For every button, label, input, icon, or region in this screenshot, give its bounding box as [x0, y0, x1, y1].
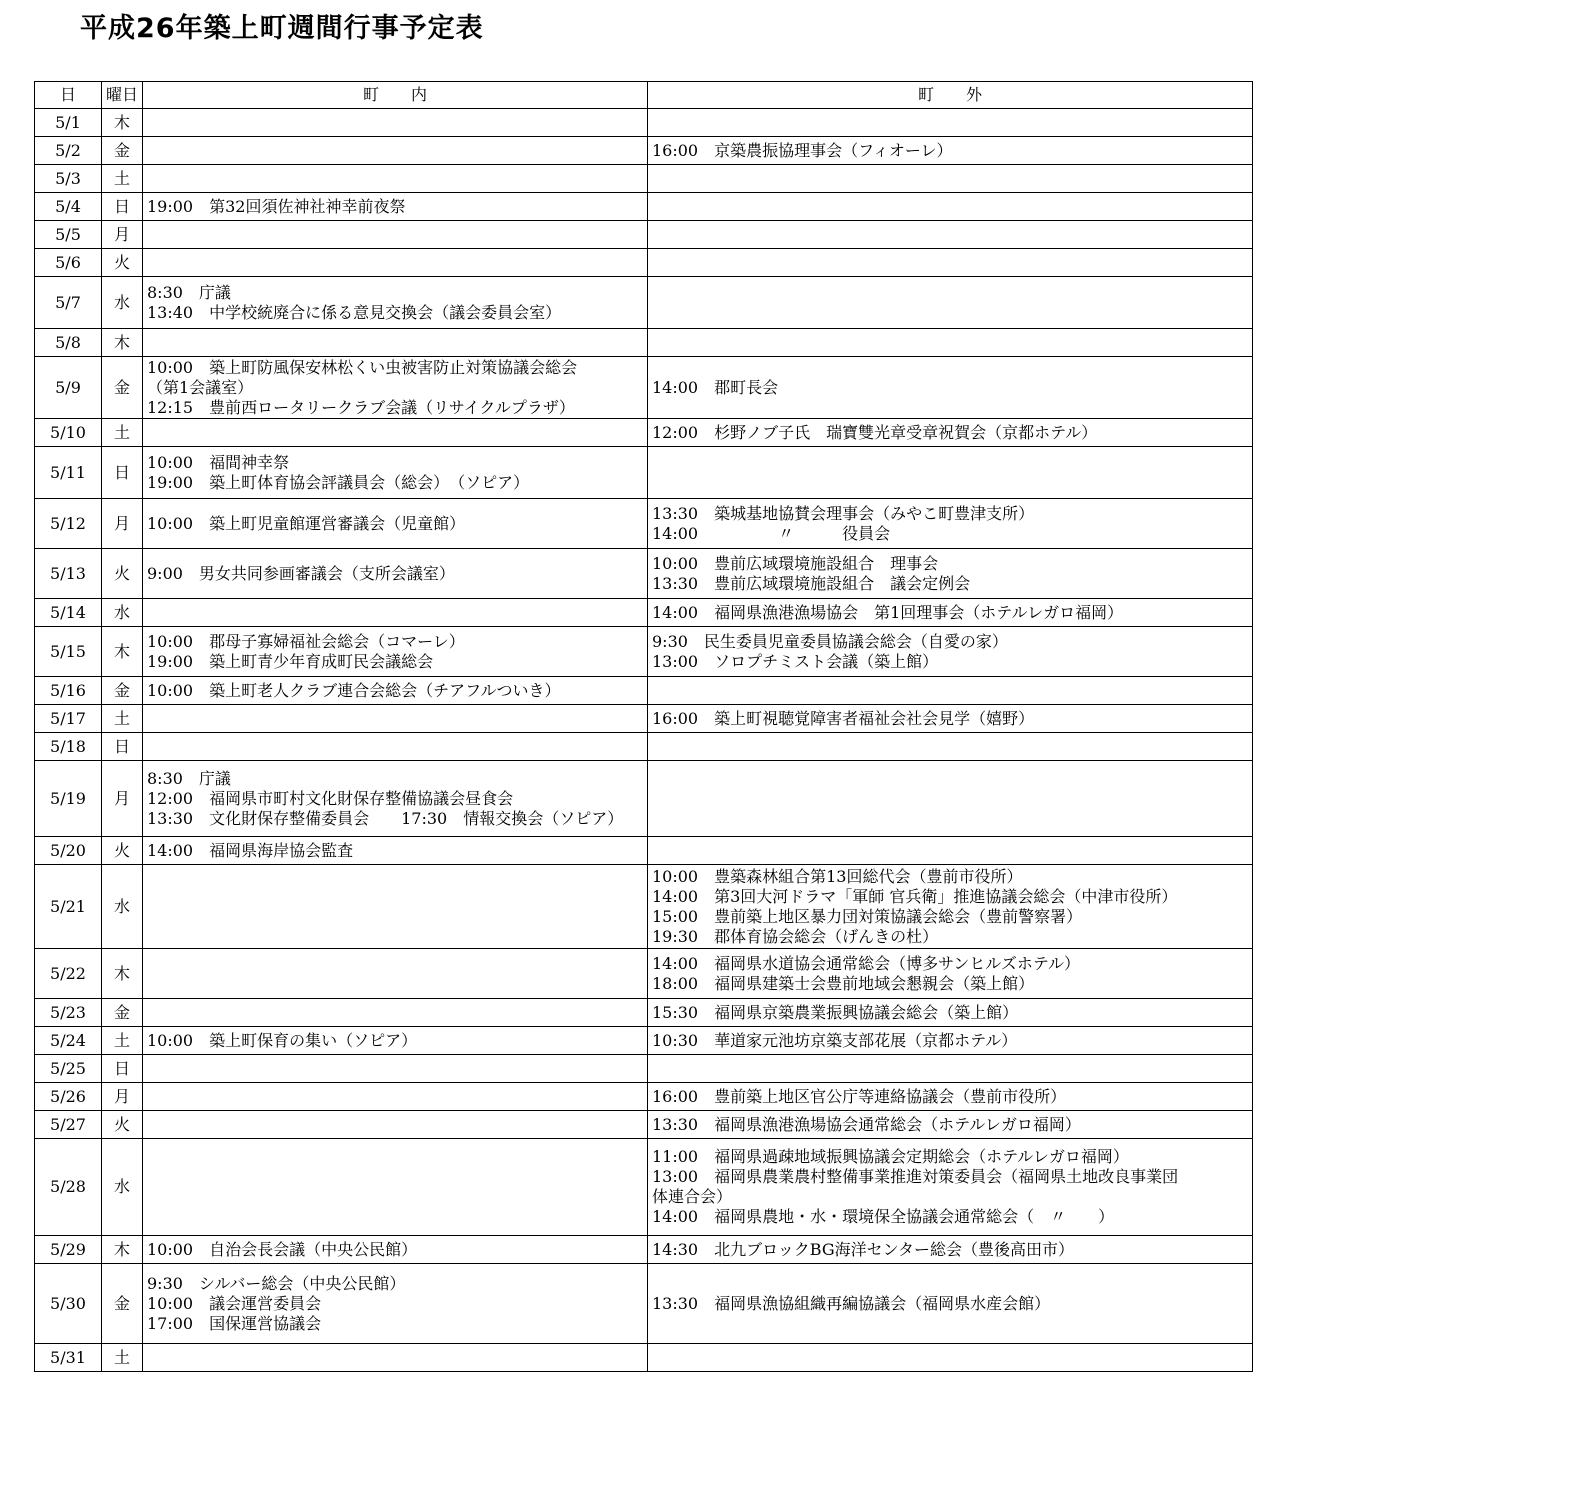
outside-events-cell: 11:00 福岡県過疎地域振興協議会定期総会（ホテルレガロ福岡） 13:00 福岡県農業農村整備事業推進対策委員会（福岡県土地改良事業団 体連合会） 14:00 福岡県農地・水・環境保全協議会通常総会（ 〃 ）: [648, 1139, 1253, 1236]
outside-events-cell: 15:30 福岡県京築農業振興協議会総会（築上館）: [648, 999, 1253, 1027]
table-row: [35, 1055, 1253, 1083]
weekday-cell: 金: [102, 999, 143, 1027]
inside-events-cell: [143, 1055, 648, 1083]
date-cell: 5/24: [35, 1027, 102, 1055]
weekday-cell: 火: [102, 249, 143, 277]
table-row: [35, 677, 1253, 705]
table-row: [35, 705, 1253, 733]
date-cell: 5/9: [35, 357, 102, 419]
outside-events-cell: 13:30 築城基地協賛会理事会（みやこ町豊津支所） 14:00 〃 役員会: [648, 499, 1253, 549]
inside-events-cell: 10:00 自治会長会議（中央公民館）: [143, 1236, 648, 1264]
date-cell: 5/11: [35, 447, 102, 499]
weekday-cell: 日: [102, 1055, 143, 1083]
inside-events-cell: 19:00 第32回須佐神社神幸前夜祭: [143, 193, 648, 221]
header-day: 日: [35, 82, 102, 109]
date-cell: 5/17: [35, 705, 102, 733]
date-cell: 5/7: [35, 277, 102, 329]
outside-events-cell: 16:00 豊前築上地区官公庁等連絡協議会（豊前市役所）: [648, 1083, 1253, 1111]
weekday-cell: 月: [102, 761, 143, 837]
table-row: [35, 221, 1253, 249]
weekday-cell: 木: [102, 627, 143, 677]
date-cell: 5/29: [35, 1236, 102, 1264]
date-cell: 5/1: [35, 109, 102, 137]
table-row: [35, 999, 1253, 1027]
header-row: [35, 82, 1253, 109]
date-cell: 5/16: [35, 677, 102, 705]
outside-events-cell: [648, 277, 1253, 329]
date-cell: 5/25: [35, 1055, 102, 1083]
outside-events-cell: 10:00 豊前広域環境施設組合 理事会 13:30 豊前広域環境施設組合 議会定例会: [648, 549, 1253, 599]
inside-events-cell: [143, 1083, 648, 1111]
outside-events-cell: [648, 109, 1253, 137]
outside-events-cell: [648, 1055, 1253, 1083]
outside-events-cell: [648, 165, 1253, 193]
date-cell: 5/21: [35, 865, 102, 949]
table-row: [35, 249, 1253, 277]
date-cell: 5/4: [35, 193, 102, 221]
weekday-cell: 土: [102, 419, 143, 447]
table-row: [35, 447, 1253, 499]
table-row: [35, 499, 1253, 549]
weekday-cell: 金: [102, 677, 143, 705]
outside-events-cell: 12:00 杉野ノブ子氏 瑞寶雙光章受章祝賀会（京都ホテル）: [648, 419, 1253, 447]
inside-events-cell: [143, 249, 648, 277]
date-cell: 5/8: [35, 329, 102, 357]
inside-events-cell: 10:00 郡母子寡婦福祉会総会（コマーレ） 19:00 築上町青少年育成町民会議総会: [143, 627, 648, 677]
table-row: [35, 949, 1253, 999]
weekday-cell: 日: [102, 447, 143, 499]
date-cell: 5/3: [35, 165, 102, 193]
weekday-cell: 月: [102, 1083, 143, 1111]
outside-events-cell: [648, 677, 1253, 705]
schedule-table: [34, 81, 1253, 1372]
header-outside: 町 外: [648, 82, 1253, 109]
outside-events-cell: 9:30 民生委員児童委員協議会総会（自愛の家） 13:00 ソロプチミスト会議（築上館）: [648, 627, 1253, 677]
table-row: [35, 1139, 1253, 1236]
weekday-cell: 火: [102, 549, 143, 599]
table-row: [35, 1111, 1253, 1139]
inside-events-cell: 10:00 築上町保育の集い（ソピア）: [143, 1027, 648, 1055]
table-row: [35, 193, 1253, 221]
date-cell: 5/12: [35, 499, 102, 549]
date-cell: 5/20: [35, 837, 102, 865]
outside-events-cell: 14:00 福岡県水道協会通常総会（博多サンヒルズホテル） 18:00 福岡県建築士会豊前地域会懇親会（築上館）: [648, 949, 1253, 999]
table-row: [35, 549, 1253, 599]
inside-events-cell: 14:00 福岡県海岸協会監査: [143, 837, 648, 865]
inside-events-cell: 9:30 シルバー総会（中央公民館） 10:00 議会運営委員会 17:00 国保運営協議会: [143, 1264, 648, 1344]
weekday-cell: 日: [102, 733, 143, 761]
inside-events-cell: [143, 221, 648, 249]
inside-events-cell: 10:00 福間神幸祭 19:00 築上町体育協会評議員会（総会） （ソピア）: [143, 447, 648, 499]
inside-events-cell: [143, 1344, 648, 1372]
table-row: [35, 599, 1253, 627]
inside-events-cell: 8:30 庁議 13:40 中学校統廃合に係る意見交換会（議会委員会室）: [143, 277, 648, 329]
table-row: [35, 419, 1253, 447]
outside-events-cell: 13:30 福岡県漁協組織再編協議会（福岡県水産会館）: [648, 1264, 1253, 1344]
date-cell: 5/18: [35, 733, 102, 761]
outside-events-cell: 14:00 郡町長会: [648, 357, 1253, 419]
inside-events-cell: [143, 165, 648, 193]
date-cell: 5/15: [35, 627, 102, 677]
table-row: [35, 1027, 1253, 1055]
table-row: [35, 357, 1253, 419]
table-row: [35, 109, 1253, 137]
date-cell: 5/22: [35, 949, 102, 999]
weekday-cell: 土: [102, 705, 143, 733]
weekday-cell: 水: [102, 277, 143, 329]
weekday-cell: 日: [102, 193, 143, 221]
inside-events-cell: 8:30 庁議 12:00 福岡県市町村文化財保存整備協議会昼食会 13:30 文化財保存整備委員会 17:30 情報交換会（ソピア）: [143, 761, 648, 837]
table-row: [35, 837, 1253, 865]
date-cell: 5/27: [35, 1111, 102, 1139]
weekday-cell: 月: [102, 221, 143, 249]
table-row: [35, 1344, 1253, 1372]
table-row: [35, 733, 1253, 761]
date-cell: 5/14: [35, 599, 102, 627]
outside-events-cell: 13:30 福岡県漁港漁場協会通常総会（ホテルレガロ福岡）: [648, 1111, 1253, 1139]
weekday-cell: 金: [102, 1264, 143, 1344]
date-cell: 5/10: [35, 419, 102, 447]
inside-events-cell: [143, 1139, 648, 1236]
inside-events-cell: [143, 419, 648, 447]
outside-events-cell: [648, 221, 1253, 249]
date-cell: 5/23: [35, 999, 102, 1027]
outside-events-cell: [648, 447, 1253, 499]
weekday-cell: 土: [102, 1344, 143, 1372]
inside-events-cell: [143, 733, 648, 761]
table-row: [35, 329, 1253, 357]
outside-events-cell: 14:00 福岡県漁港漁場協会 第1回理事会（ホテルレガロ福岡）: [648, 599, 1253, 627]
outside-events-cell: 14:30 北九ブロックBG海洋センター総会（豊後高田市）: [648, 1236, 1253, 1264]
inside-events-cell: 10:00 築上町児童館運営審議会（児童館）: [143, 499, 648, 549]
weekday-cell: 木: [102, 949, 143, 999]
date-cell: 5/28: [35, 1139, 102, 1236]
outside-events-cell: [648, 761, 1253, 837]
inside-events-cell: [143, 705, 648, 733]
page-title: 平成26年築上町週間行事予定表: [80, 13, 484, 44]
weekday-cell: 水: [102, 865, 143, 949]
weekday-cell: 水: [102, 1139, 143, 1236]
weekday-cell: 金: [102, 137, 143, 165]
weekday-cell: 火: [102, 1111, 143, 1139]
inside-events-cell: [143, 949, 648, 999]
weekday-cell: 月: [102, 499, 143, 549]
date-cell: 5/2: [35, 137, 102, 165]
inside-events-cell: [143, 999, 648, 1027]
table-row: [35, 761, 1253, 837]
table-row: [35, 277, 1253, 329]
inside-events-cell: 9:00 男女共同参画審議会（支所会議室）: [143, 549, 648, 599]
date-cell: 5/30: [35, 1264, 102, 1344]
outside-events-cell: [648, 1344, 1253, 1372]
date-cell: 5/6: [35, 249, 102, 277]
outside-events-cell: 16:00 京築農振協理事会（フィオーレ）: [648, 137, 1253, 165]
weekday-cell: 火: [102, 837, 143, 865]
table-row: [35, 865, 1253, 949]
table-row: [35, 1083, 1253, 1111]
date-cell: 5/31: [35, 1344, 102, 1372]
header-weekday: 曜日: [102, 82, 143, 109]
date-cell: 5/26: [35, 1083, 102, 1111]
inside-events-cell: [143, 137, 648, 165]
date-cell: 5/5: [35, 221, 102, 249]
outside-events-cell: [648, 193, 1253, 221]
table-row: [35, 1236, 1253, 1264]
table-row: [35, 165, 1253, 193]
table-row: [35, 137, 1253, 165]
outside-events-cell: 16:00 築上町視聴覚障害者福祉会社会見学（嬉野）: [648, 705, 1253, 733]
weekday-cell: 土: [102, 165, 143, 193]
weekday-cell: 木: [102, 1236, 143, 1264]
inside-events-cell: [143, 329, 648, 357]
outside-events-cell: [648, 249, 1253, 277]
inside-events-cell: [143, 865, 648, 949]
weekday-cell: 水: [102, 599, 143, 627]
outside-events-cell: [648, 329, 1253, 357]
inside-events-cell: 10:00 築上町防風保安林松くい虫被害防止対策協議会総会 （第1会議室） 12:15 豊前西ロータリークラブ会議（リサイクルプラザ）: [143, 357, 648, 419]
inside-events-cell: [143, 1111, 648, 1139]
outside-events-cell: [648, 733, 1253, 761]
table-row: [35, 627, 1253, 677]
header-inside: 町 内: [143, 82, 648, 109]
table-row: [35, 1264, 1253, 1344]
inside-events-cell: 10:00 築上町老人クラブ連合会総会（チアフルついき）: [143, 677, 648, 705]
weekday-cell: 土: [102, 1027, 143, 1055]
date-cell: 5/13: [35, 549, 102, 599]
outside-events-cell: [648, 837, 1253, 865]
weekday-cell: 金: [102, 357, 143, 419]
date-cell: 5/19: [35, 761, 102, 837]
weekday-cell: 木: [102, 109, 143, 137]
weekday-cell: 木: [102, 329, 143, 357]
inside-events-cell: [143, 599, 648, 627]
outside-events-cell: 10:00 豊築森林組合第13回総代会（豊前市役所） 14:00 第3回大河ドラマ「軍師 官兵衛」推進協議会総会（中津市役所） 15:00 豊前築上地区暴力団対策協議会総会（豊前警察署） 19:30 郡体育協会総会（げんきの杜）: [648, 865, 1253, 949]
inside-events-cell: [143, 109, 648, 137]
outside-events-cell: 10:30 華道家元池坊京築支部花展（京都ホテル）: [648, 1027, 1253, 1055]
